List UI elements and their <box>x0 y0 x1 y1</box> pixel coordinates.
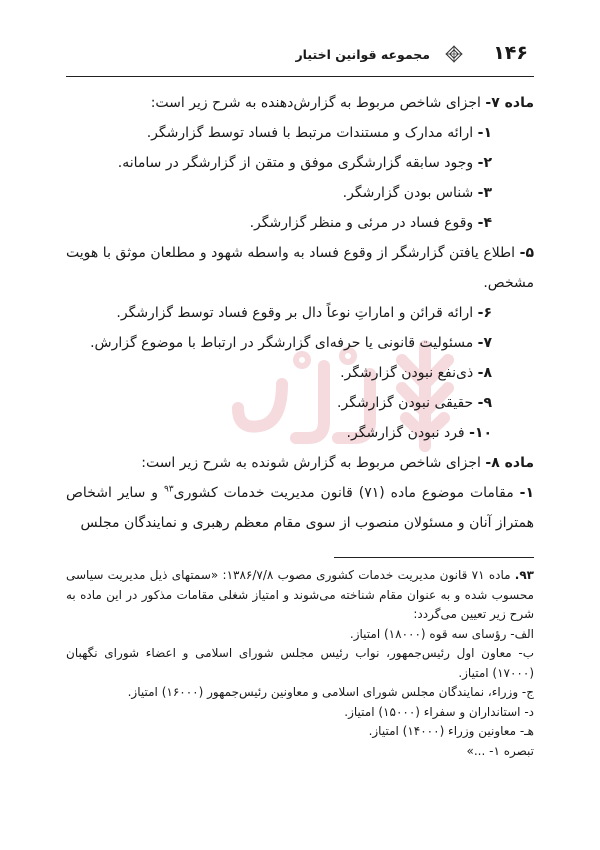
article-7-intro: اجزای شاخص مربوط به گزارش‌دهنده به شرح زیر است: <box>150 95 486 111</box>
item-text: حقیقی نبودن گزارشگر. <box>337 395 478 411</box>
footnote-93 <box>66 566 534 625</box>
page-header <box>66 40 534 77</box>
footnote-line: تبصره ۱- ...» <box>466 743 534 758</box>
article-8-intro: اجزای شاخص مربوط به گزارش شونده به شرح زیر است: <box>141 455 486 471</box>
article-7-item-8 <box>66 358 534 388</box>
article-7-item-9 <box>66 388 534 418</box>
article-7-item-2 <box>66 148 534 178</box>
item-text: وقوع فساد در مرئی و منظر گزارشگر. <box>249 215 478 231</box>
item-text: ذی‌نفع نبودن گزارشگر. <box>340 365 478 381</box>
book-title: مجموعه قوانین اختیار <box>295 47 430 62</box>
item-text: ارائه مدارک و مستندات مرتبط با فساد توسط گزارشگر. <box>146 125 478 141</box>
article-8-item-1 <box>66 478 534 538</box>
footnote-line: هـ- معاونین وزراء (۱۴۰۰۰) امتیاز. <box>368 724 534 738</box>
item-number: ۱- <box>477 125 492 141</box>
footnote-ref-93[interactable]: ۹۳ <box>163 484 174 495</box>
footnote-number: ۹۳. <box>514 568 535 582</box>
article-8-label: ماده ۸- <box>485 455 534 471</box>
item-text: اطلاع یافتن گزارشگر از وقوع فساد به واسطه شهود و مطلعان موثق با هویت مشخص. <box>66 245 534 291</box>
article-8-heading <box>66 448 534 478</box>
item-number: ۷- <box>477 335 492 351</box>
item-number: ۵- <box>519 245 534 261</box>
item-text: مقامات موضوع ماده (۷۱) قانون مدیریت خدمات کشوری <box>173 485 520 501</box>
article-7-item-3 <box>66 178 534 208</box>
item-number: ۱۰- <box>469 425 492 441</box>
item-number: ۶- <box>477 305 492 321</box>
item-number: ۹- <box>477 395 492 411</box>
item-text: فرد نبودن گزارشگر. <box>346 425 470 441</box>
footnote-line: ج- وزراء، نمایندگان مجلس شورای اسلامی و معاونین رئیس‌جمهور (۱۶۰۰۰) امتیاز. <box>127 685 534 699</box>
diamond-ornament-icon <box>444 44 464 64</box>
footnotes <box>66 566 534 761</box>
article-7-item-4 <box>66 208 534 238</box>
item-text: شناس بودن گزارشگر. <box>342 185 478 201</box>
article-7-item-6 <box>66 298 534 328</box>
footnote-line: الف- رؤسای سه قوه (۱۸۰۰۰) امتیاز. <box>349 626 534 641</box>
item-number: ۴- <box>477 215 492 231</box>
page-number: ۱۴۶ <box>493 42 528 64</box>
article-7-item-5 <box>66 238 534 298</box>
article-7-item-7 <box>66 328 534 358</box>
item-text: وجود سابقه گزارشگری موفق و متقن از گزارشگر در سامانه. <box>117 155 478 171</box>
footnote-text: ماده ۷۱ قانون مدیریت خدمات کشوری مصوب ۱۳۸۶/۷/۸: «سمتهای ذیل مدیریت سیاسی محسوب شده و به عنوان مقام شناخته می‌شوند و امتیاز شغلی مقامات مذکور در این ماده به شرح زیر تعیین می‌گردد: <box>66 568 534 621</box>
article-7-label: ماده ۷- <box>485 95 534 111</box>
item-number: ۳- <box>477 185 492 201</box>
item-number: ۲- <box>477 155 492 171</box>
item-text: مسئولیت قانونی یا حرفه‌ای گزارشگر در ارتباط با موضوع گزارش. <box>90 335 478 351</box>
article-7-item-1 <box>66 118 534 148</box>
item-text: ارائه قرائن و اماراتِ نوعاً دال بر وقوع فساد توسط گزارشگر. <box>116 305 478 321</box>
footnote-line: ب- معاون اول رئیس‌جمهور، نواب رئیس مجلس شورای اسلامی و اعضاء شورای نگهبان (۱۷۰۰۰) امتیاز. <box>66 646 534 680</box>
item-text-continued: و سایر اشخاص همتراز آنان و مسئولان منصوب از سوی مقام معظم رهبری و نمایندگان مجلس <box>66 485 534 531</box>
body-text <box>66 88 534 538</box>
item-number: ۱- <box>519 485 535 501</box>
item-number: ۸- <box>477 365 492 381</box>
footnote-divider <box>334 557 534 558</box>
article-7-item-10 <box>66 418 534 448</box>
article-7-heading <box>66 88 534 118</box>
footnote-line: د- استانداران و سفراء (۱۵۰۰۰) امتیاز. <box>344 704 534 719</box>
